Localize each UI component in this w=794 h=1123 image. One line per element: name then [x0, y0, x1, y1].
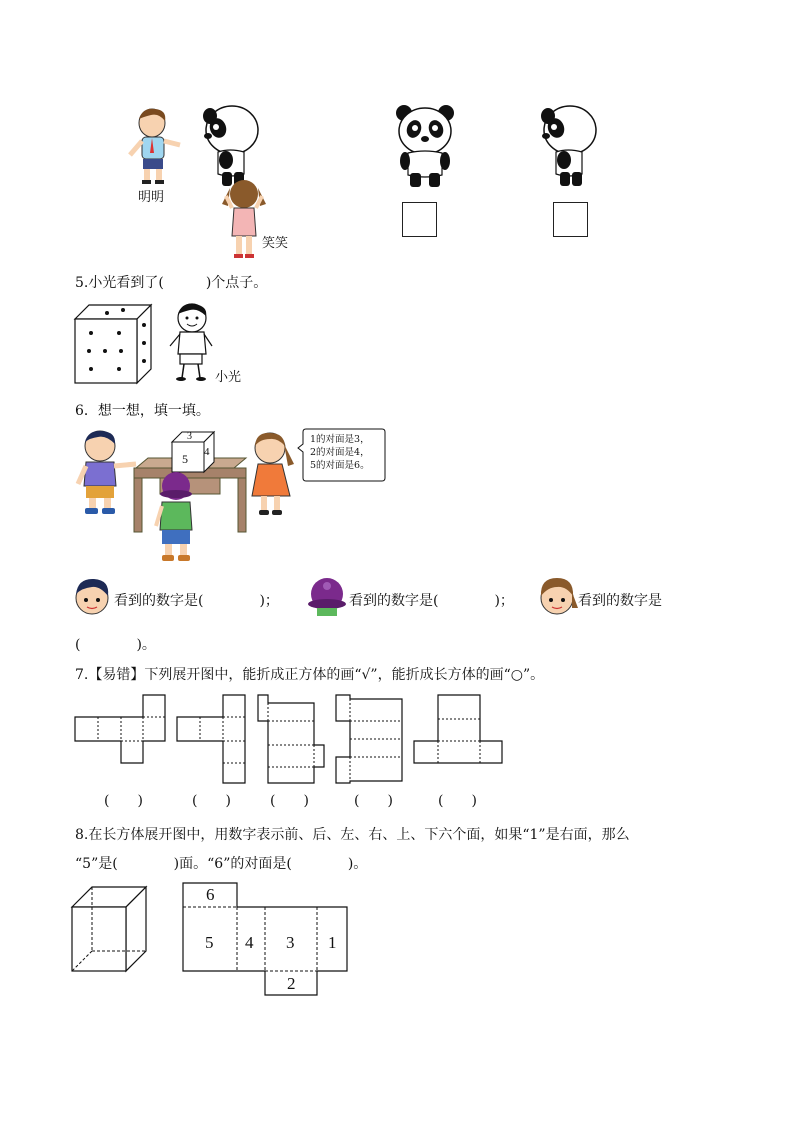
net-face-6: 6 [206, 885, 215, 904]
net-face-5: 5 [205, 933, 214, 952]
net-face-2: 2 [287, 974, 296, 993]
boy-head-icon [72, 576, 112, 616]
q7-number: 7. [75, 667, 89, 683]
q7-blank-5[interactable]: ( ) [438, 793, 477, 809]
net-face-3: 3 [286, 933, 295, 952]
q7-blank-2[interactable]: ( ) [192, 793, 231, 809]
net-5 [414, 695, 504, 767]
q8-line2[interactable]: “5”是( )面。“6”的对面是( )。 [75, 856, 368, 872]
cube-right-number: 4 [204, 446, 210, 458]
q6-text: 6．想一想，填一填。 [75, 403, 210, 419]
panda-front-illustration [394, 103, 456, 189]
answer-box-front-panda[interactable] [402, 202, 437, 237]
q6-answer-back-child[interactable]: 看到的数字是( )； [349, 593, 514, 609]
numbered-cube-figure [172, 432, 218, 472]
cube-front-number: 5 [182, 452, 188, 466]
xiaoguang-label: 小光 [215, 370, 242, 385]
boy-xiaoguang-illustration [168, 302, 214, 382]
girl-right-illustration [248, 430, 296, 520]
q6-answer-line2[interactable]: ( )。 [75, 637, 156, 653]
net-face-4: 4 [245, 933, 254, 952]
net-3 [258, 695, 328, 785]
net-4 [336, 695, 406, 785]
answer-box-side-panda[interactable] [553, 202, 588, 237]
q6-answer-boy[interactable]: 看到的数字是( )； [114, 593, 279, 609]
panda-side-right-illustration [538, 100, 600, 188]
speech-line-2: 2的对面是4， [310, 447, 370, 458]
dotted-cube-figure [75, 305, 155, 385]
q7-question [75, 664, 544, 684]
q7-blank-1[interactable]: ( ) [104, 793, 143, 809]
q7-tag: 【易错】 [88, 667, 145, 683]
cube-top-number: 3 [187, 431, 192, 442]
boy-pointing-illustration [72, 428, 138, 516]
q8-line1: 8.在长方体展开图中，用数字表示前、后、左、右、上、下六个面，如果“1”是右面，那么 [75, 827, 630, 843]
q6-answer-girl[interactable]: 看到的数字是 [578, 593, 662, 609]
panda-side-left-illustration [200, 100, 262, 188]
q5-text: 5.小光看到了( )个点子。 [75, 275, 268, 291]
boy-mingming-illustration [125, 105, 185, 185]
net-2 [177, 695, 247, 785]
cuboid-figure [72, 887, 156, 975]
girl-head-icon [536, 574, 578, 618]
speech-line-3: 5的对面是6。 [310, 460, 370, 471]
boy-mingming-label: 明明 [138, 190, 165, 205]
q7-blank-4[interactable]: ( ) [354, 793, 393, 809]
q7-text: 下列展开图中，能折成正方体的画“√”，能折成长方体的画“○”。 [144, 667, 545, 683]
girl-xiaoxiao-label: 笑笑 [262, 236, 289, 251]
purple-cap-head-icon [305, 574, 349, 618]
q7-blank-3[interactable]: ( ) [270, 793, 309, 809]
net-1 [75, 695, 167, 765]
speech-line-1: 1的对面是3， [310, 434, 370, 445]
net-face-1: 1 [328, 933, 337, 952]
child-back-view-illustration [152, 470, 206, 564]
